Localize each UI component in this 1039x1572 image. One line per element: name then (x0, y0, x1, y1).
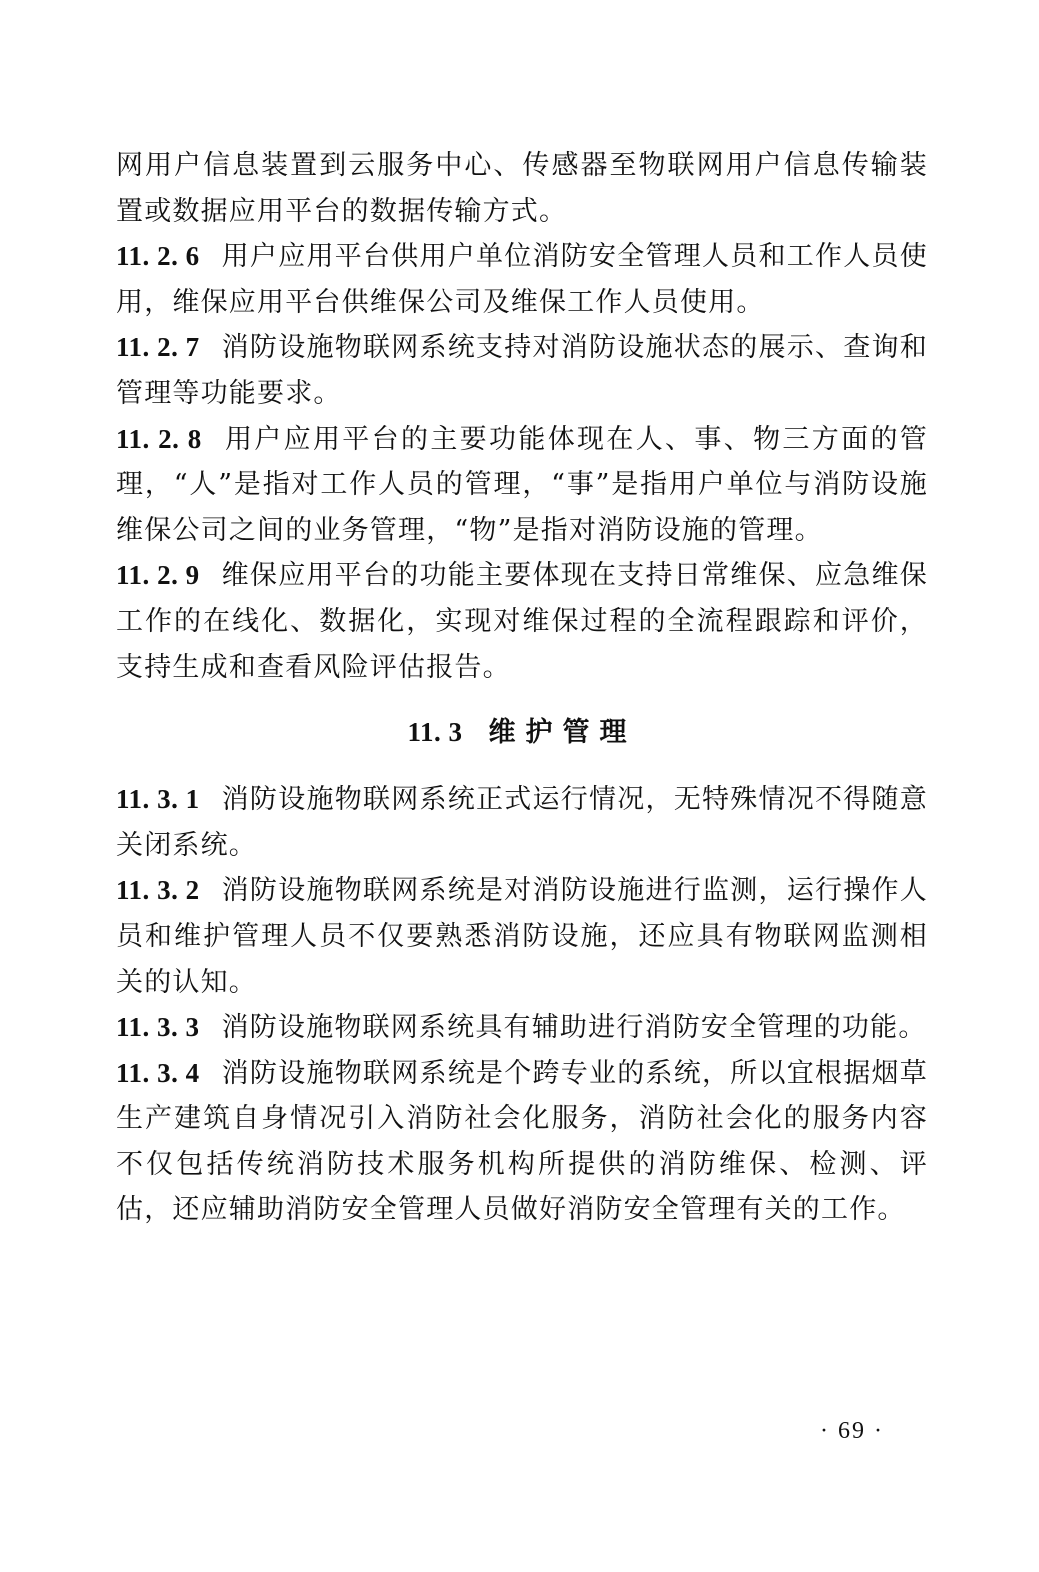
clause-number: 11. 2. 9 (116, 560, 200, 591)
section-title: 维护管理 (488, 717, 637, 749)
clause-text: 消防设施物联网系统具有辅助进行消防安全管理的功能。 (221, 1012, 927, 1044)
clause-text: 消防设施物联网系统正式运行情况，无特殊情况不得随意关闭系统。 (116, 784, 928, 861)
clause-text: 用户应用平台供用户单位消防安全管理人员和工作人员使用，维保应用平台供维保公司及维保工作人员使用。 (116, 241, 928, 318)
clause-11-2-9 (116, 553, 928, 690)
clause-11-2-8 (116, 417, 928, 554)
clause-text: 消防设施物联网系统支持对消防设施状态的展示、查询和管理等功能要求。 (116, 332, 928, 409)
clause-11-2-6 (116, 234, 928, 325)
clause-11-3-3 (116, 1005, 928, 1051)
paragraph-text: 网用户信息装置到云服务中心、传感器至物联网用户信息传输装置或数据应用平台的数据传输方式。 (116, 150, 928, 227)
clause-number: 11. 3. 4 (116, 1057, 200, 1088)
clause-11-2-7 (116, 325, 928, 416)
clause-number: 11. 3. 2 (116, 875, 200, 906)
clause-11-3-1 (116, 777, 928, 868)
clause-number: 11. 2. 7 (116, 332, 200, 363)
clause-11-3-2 (116, 868, 928, 1005)
page-number: · 69 · (820, 1418, 884, 1444)
document-page (116, 143, 928, 1233)
clause-number: 11. 2. 8 (116, 423, 202, 454)
clause-text: 维保应用平台的功能主要体现在支持日常维保、应急维保工作的在线化、数据化，实现对维保过程的全流程跟踪和评价，支持生成和查看风险评估报告。 (116, 560, 928, 683)
clause-11-3-4 (116, 1051, 928, 1233)
clause-number: 11. 2. 6 (116, 241, 200, 272)
clause-text: 用户应用平台的主要功能体现在人、事、物三方面的管理，“人”是指对工作人员的管理，“事”是指用户单位与消防设施维保公司之间的业务管理，“物”是指对消防设施的管理。 (116, 423, 928, 546)
clause-number: 11. 3. 3 (116, 1012, 200, 1043)
clause-number: 11. 3. 1 (116, 784, 200, 815)
clause-text: 消防设施物联网系统是个跨专业的系统，所以宜根据烟草生产建筑自身情况引入消防社会化服务，消防社会化的服务内容不仅包括传统消防技术服务机构所提供的消防维保、检测、评估，还应辅助消防安全管理人员做好消防安全管理有关的工作。 (116, 1057, 928, 1226)
paragraph-continuation (116, 143, 928, 234)
clause-text: 消防设施物联网系统是对消防设施进行监测，运行操作人员和维护管理人员不仅要熟悉消防设施，还应具有物联网监测相关的认知。 (116, 875, 928, 998)
section-heading (116, 710, 928, 755)
section-number: 11. 3 (407, 717, 463, 748)
